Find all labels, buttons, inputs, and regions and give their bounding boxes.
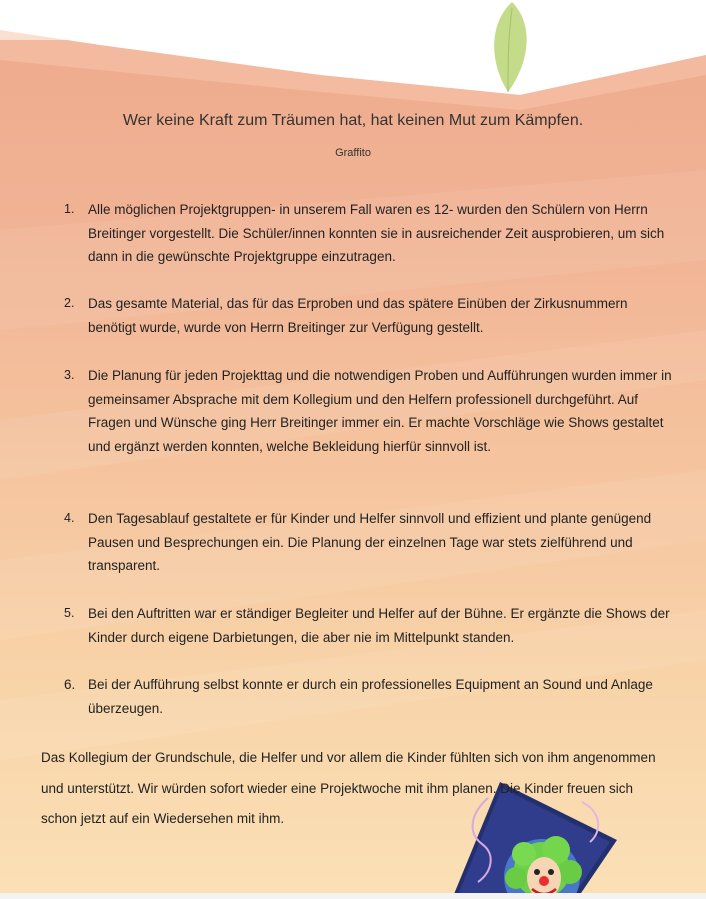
list-item-number: 5. [64,606,75,620]
closing-paragraph: Das Kollegium der Grundschule, die Helfer und vor allem die Kinder fühlten sich von ihm angenommen und unterstützt. Wir würden sofort wieder eine Projektwoche mit ihm planen. Die Kinder freuen sich schon jetzt auf ein Wiedersehen mit ihm. [41,750,656,826]
list-item-text: Die Planung für jeden Projekttag und die notwendigen Proben und Aufführungen wurden immer in gemeinsamer Absprache mit dem Kollegium und den Helfern professionell durchgeführt. Auf Fragen und Wünsche ging Herr Breitinger immer ein. Er machte Vorschläge wie Shows gestaltet und ergänzt werden konnten, welche Bekleidung hierfür sinnvoll ist. [88,368,672,454]
quote-source: Graffito [335,147,371,159]
list-item-number: 3. [64,368,75,382]
list-item-number: 2. [64,296,75,310]
list-item-number: 1. [64,202,75,216]
list-item-text: Alle möglichen Projektgruppen- in unserem Fall waren es 12- wurden den Schülern von Herrn Breitinger vorgestellt. Die Schüler/innen konnten sie in ausreichender Zeit ausprobieren, um sich dann in die gewünschte Projektgruppe einzutragen. [88,202,665,264]
list-item-text: Den Tagesablauf gestaltete er für Kinder und Helfer sinnvoll und effizient und plante genügend Pausen und Besprechungen ein. Die Planung der einzelnen Tage war stets zielführend und transparent. [88,511,652,573]
list-item-number: 4. [64,511,75,525]
list-item-text: Das gesamte Material, das für das Erproben und das spätere Einüben der Zirkusnummern benötigt wurde, wurde von Herrn Breitinger zur Verfügung gestellt. [88,296,628,335]
list-item-text: Bei den Auftritten war er ständiger Begleiter und Helfer auf der Bühne. Er ergänzte die Shows der Kinder durch eigene Darbietungen, die aber nie im Mittelpunkt standen. [88,606,670,645]
list-item-text: Bei der Aufführung selbst konnte er durch ein professionelles Equipment an Sound und Anlage überzeugen. [88,677,653,716]
page-bottom-edge [0,893,706,899]
quote-text: Wer keine Kraft zum Träumen hat, hat keinen Mut zum Kämpfen. [122,112,584,129]
list-item-number: 6. [64,677,76,692]
